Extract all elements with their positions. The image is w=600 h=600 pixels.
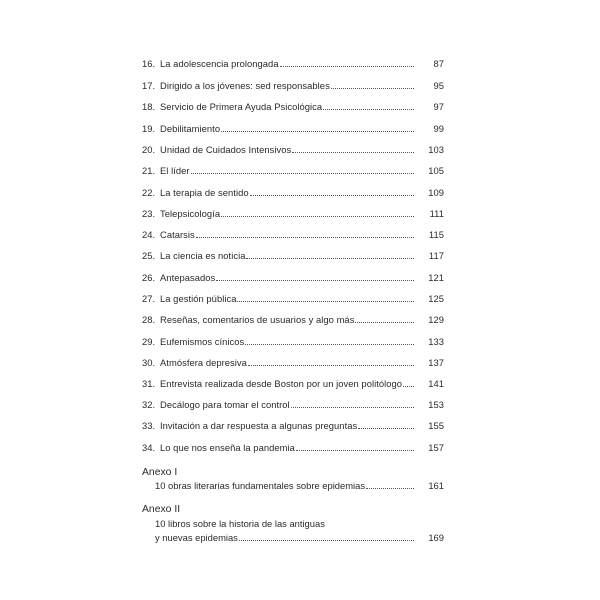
entry-page: 153 xyxy=(428,399,444,410)
entry-page: 141 xyxy=(428,378,444,389)
entry-number: 20. xyxy=(142,144,156,155)
entry-title: Reseñas, comentarios de usuarios y algo más xyxy=(160,314,355,325)
entry-page: 129 xyxy=(428,314,444,325)
entry-title: La ciencia es noticia xyxy=(160,250,246,261)
entry-title: El líder xyxy=(160,165,190,176)
entry-number: 29. xyxy=(142,336,156,347)
entry-number: 31. xyxy=(142,378,156,389)
annex-title: 10 obras literarias fundamentales sobre epidemias xyxy=(155,480,366,491)
entry-page: 99 xyxy=(433,123,444,134)
entry-page: 117 xyxy=(428,250,444,261)
toc-entry xyxy=(142,52,444,70)
toc-entry xyxy=(142,330,444,348)
dot-leader xyxy=(221,131,414,132)
annex-entry xyxy=(155,530,444,544)
dot-leader xyxy=(239,540,414,541)
entry-title: La terapia de sentido xyxy=(160,187,249,198)
dot-leader xyxy=(248,365,414,366)
toc-entry xyxy=(142,351,444,369)
dot-leader xyxy=(403,386,414,387)
toc-entry xyxy=(142,414,444,432)
entry-number: 28. xyxy=(142,314,156,325)
dot-leader xyxy=(237,301,414,302)
annex-title-line: 10 libros sobre la historia de las antiguas xyxy=(155,518,325,529)
entry-title: Servicio de Primera Ayuda Psicológica xyxy=(160,101,323,112)
entry-page: 121 xyxy=(428,272,444,283)
entry-title: Dirigido a los jóvenes: sed responsables xyxy=(160,80,330,91)
toc-entry xyxy=(142,308,444,326)
annex-heading: Anexo II xyxy=(142,504,181,515)
entry-title: Atmósfera depresiva xyxy=(160,357,247,368)
entry-title: Antepasados xyxy=(160,272,216,283)
entry-title: Lo que nos enseña la pandemia xyxy=(160,442,295,453)
toc-entry xyxy=(142,372,444,390)
entry-title: Eufemismos cínicos xyxy=(160,336,245,347)
entry-page: 95 xyxy=(433,80,444,91)
dot-leader xyxy=(291,407,414,408)
entry-number: 32. xyxy=(142,399,156,410)
entry-page: 115 xyxy=(428,229,444,240)
annex-page: 169 xyxy=(428,532,444,543)
dot-leader xyxy=(221,216,414,217)
entry-title: La adolescencia prolongada xyxy=(160,58,279,69)
toc-entry xyxy=(142,95,444,113)
entry-number: 26. xyxy=(142,272,156,283)
entry-page: 105 xyxy=(428,165,444,176)
entry-number: 18. xyxy=(142,101,156,112)
entry-title: Entrevista realizada desde Boston por un joven politólogo xyxy=(160,378,403,389)
entry-page: 125 xyxy=(428,293,444,304)
toc-entry xyxy=(142,393,444,411)
toc-entry xyxy=(142,287,444,305)
entry-title: Invitación a dar respuesta a algunas preguntas xyxy=(160,420,358,431)
entry-number: 25. xyxy=(142,250,156,261)
entry-title: Telepsicología xyxy=(160,208,221,219)
entry-title: Unidad de Cuidados Intensivos xyxy=(160,144,292,155)
toc-entry xyxy=(142,266,444,284)
dot-leader xyxy=(292,152,414,153)
entry-title: Catarsis xyxy=(160,229,195,240)
toc-entry xyxy=(142,117,444,135)
entry-number: 19. xyxy=(142,123,156,134)
entry-number: 16. xyxy=(142,58,156,69)
entry-number: 33. xyxy=(142,420,156,431)
entry-number: 22. xyxy=(142,187,156,198)
annex-title: y nuevas epidemias xyxy=(155,532,238,543)
dot-leader xyxy=(331,88,414,89)
dot-leader xyxy=(296,450,414,451)
entry-number: 21. xyxy=(142,165,156,176)
dot-leader xyxy=(355,322,414,323)
entry-page: 103 xyxy=(428,144,444,155)
toc-entry xyxy=(142,223,444,241)
dot-leader xyxy=(280,66,414,67)
entry-number: 30. xyxy=(142,357,156,368)
entry-title: Decálogo para tomar el control xyxy=(160,399,290,410)
entry-number: 17. xyxy=(142,80,156,91)
entry-number: 34. xyxy=(142,442,156,453)
entry-page: 97 xyxy=(433,101,444,112)
dot-leader xyxy=(191,173,414,174)
toc-entry xyxy=(142,74,444,92)
toc-entry xyxy=(142,181,444,199)
entry-page: 133 xyxy=(428,336,444,347)
entry-page: 87 xyxy=(433,58,444,69)
toc-entry xyxy=(142,159,444,177)
annex-page: 161 xyxy=(428,480,444,491)
toc-entry xyxy=(142,436,444,454)
entry-page: 137 xyxy=(428,357,444,368)
toc-entry xyxy=(142,138,444,156)
entry-page: 157 xyxy=(428,442,444,453)
entry-title: La gestión pública xyxy=(160,293,237,304)
dot-leader xyxy=(246,258,414,259)
dot-leader xyxy=(245,344,414,345)
dot-leader xyxy=(216,280,414,281)
annex-entry xyxy=(155,478,444,492)
toc-entry xyxy=(142,244,444,262)
dot-leader xyxy=(366,488,414,489)
toc-entry xyxy=(142,202,444,220)
dot-leader xyxy=(196,237,414,238)
dot-leader xyxy=(323,109,414,110)
entry-page: 111 xyxy=(429,208,444,219)
entry-number: 24. xyxy=(142,229,156,240)
dot-leader xyxy=(358,428,414,429)
entry-page: 109 xyxy=(428,187,444,198)
dot-leader xyxy=(250,195,414,196)
entry-page: 155 xyxy=(428,420,444,431)
entry-title: Debilitamiento xyxy=(160,123,221,134)
entry-number: 27. xyxy=(142,293,156,304)
entry-number: 23. xyxy=(142,208,156,219)
annex-heading: Anexo I xyxy=(142,467,178,478)
